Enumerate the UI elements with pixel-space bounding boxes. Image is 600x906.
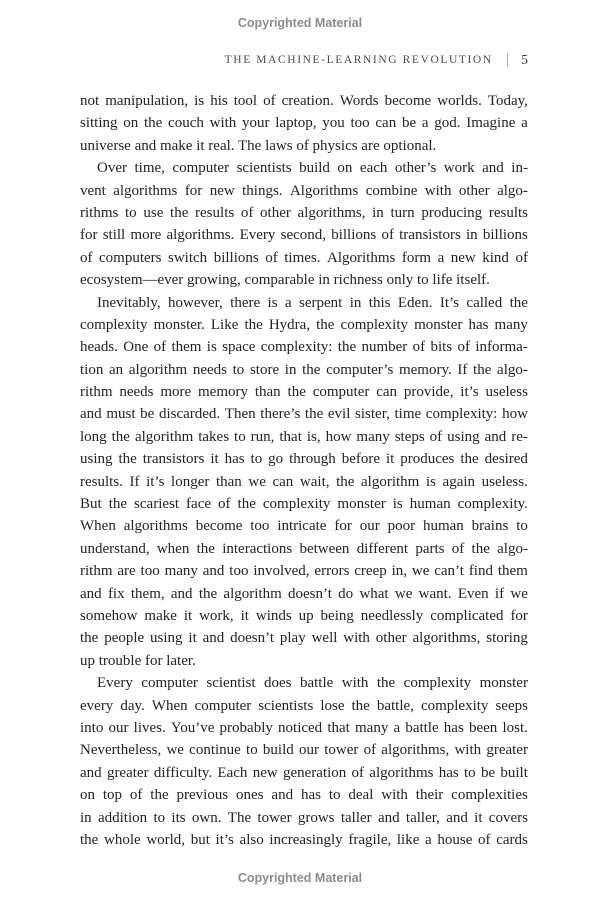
text-line: long the algorithm takes to run, that is, how many steps of using and re- xyxy=(80,428,528,445)
text-line: Nevertheless, we continue to build our tower of algorithms, with greater xyxy=(80,742,528,759)
text-line: Inevitably, however, there is a serpent in this Eden. It’s called the xyxy=(97,294,528,311)
text-line: and must be discarded. Then there’s the evil sister, time complexity: how xyxy=(80,406,528,423)
text-line: every day. When computer scientists lose the battle, complexity seeps xyxy=(80,697,528,714)
text-line: in addition to its own. The tower grows taller and taller, and it covers xyxy=(80,809,528,826)
copyright-watermark-top: Copyrighted Material xyxy=(237,16,363,30)
text-line: results. If it’s longer than we can wait, the algorithm is again useless. xyxy=(80,473,528,490)
text-line: using the transistors it has to go through before it produces the desired xyxy=(80,451,528,468)
text-line: complexity monster. Like the Hydra, the complexity monster has many xyxy=(80,316,528,333)
text-line: and greater difficulty. Each new generation of algorithms has to be built xyxy=(80,764,528,781)
text-line: ecosystem—ever growing, comparable in richness only to life itself. xyxy=(80,272,490,289)
running-head xyxy=(225,52,528,68)
paragraph xyxy=(80,292,528,673)
text-line: tion an algorithm needs to store in the computer’s memory. If the algo- xyxy=(80,361,528,378)
copyright-watermark-bottom: Copyrighted Material xyxy=(237,871,363,885)
text-line: Every computer scientist does battle with the complexity monster xyxy=(97,675,528,692)
text-line: Over time, computer scientists build on each other’s work and in- xyxy=(97,160,528,177)
text-line: vent algorithms for new things. Algorithms combine with other algo- xyxy=(80,182,528,199)
text-line: into our lives. You’ve probably noticed that many a battle has been lost. xyxy=(80,719,528,736)
text-line: and fix them, and the algorithm doesn’t do what we want. Even if we xyxy=(80,585,528,602)
page-number: 5 xyxy=(521,52,528,67)
text-line: for still more algorithms. Every second, billions of transistors in billions xyxy=(80,227,528,244)
paragraph xyxy=(80,672,528,851)
text-line: rithms to use the results of other algorithms, in turn producing results xyxy=(80,204,528,221)
separator-bar xyxy=(507,53,509,67)
text-line: rithm are too many and too involved, errors creep in, we can’t find them xyxy=(80,563,528,580)
text-line: of computers switch billions of times. Algorithms form a new kind of xyxy=(80,249,528,266)
text-line: sitting on the couch with your laptop, you too can be a god. Imagine a xyxy=(80,115,528,132)
paragraph xyxy=(80,157,528,291)
text-line: But the scariest face of the complexity monster is human complexity. xyxy=(80,496,528,513)
text-line: rithm needs more memory than the computer can provide, it’s useless xyxy=(80,384,528,401)
text-line: not manipulation, is his tool of creation. Words become worlds. Today, xyxy=(80,93,528,109)
text-line: When algorithms become too intricate for our poor human brains to xyxy=(80,518,528,535)
text-line: understand, when the interactions between different parts of the algo- xyxy=(80,540,528,557)
text-line: the people using it and doesn’t play well with other algorithms, storing xyxy=(80,630,528,647)
text-line: up trouble for later. xyxy=(80,652,196,669)
text-line: the whole world, but it’s also increasingly fragile, like a house of cards xyxy=(80,831,528,848)
text-line: universe and make it real. The laws of physics are optional. xyxy=(80,137,437,154)
text-line: somehow make it work, it winds up being needlessly complicated for xyxy=(80,607,528,624)
text-line: on top of the previous ones and has to deal with their complexities xyxy=(80,787,528,804)
text-line: heads. One of them is space complexity: the number of bits of informa- xyxy=(80,339,528,356)
body-text xyxy=(80,90,528,851)
paragraph xyxy=(80,90,528,157)
chapter-title: THE MACHINE-LEARNING REVOLUTION xyxy=(224,54,493,66)
